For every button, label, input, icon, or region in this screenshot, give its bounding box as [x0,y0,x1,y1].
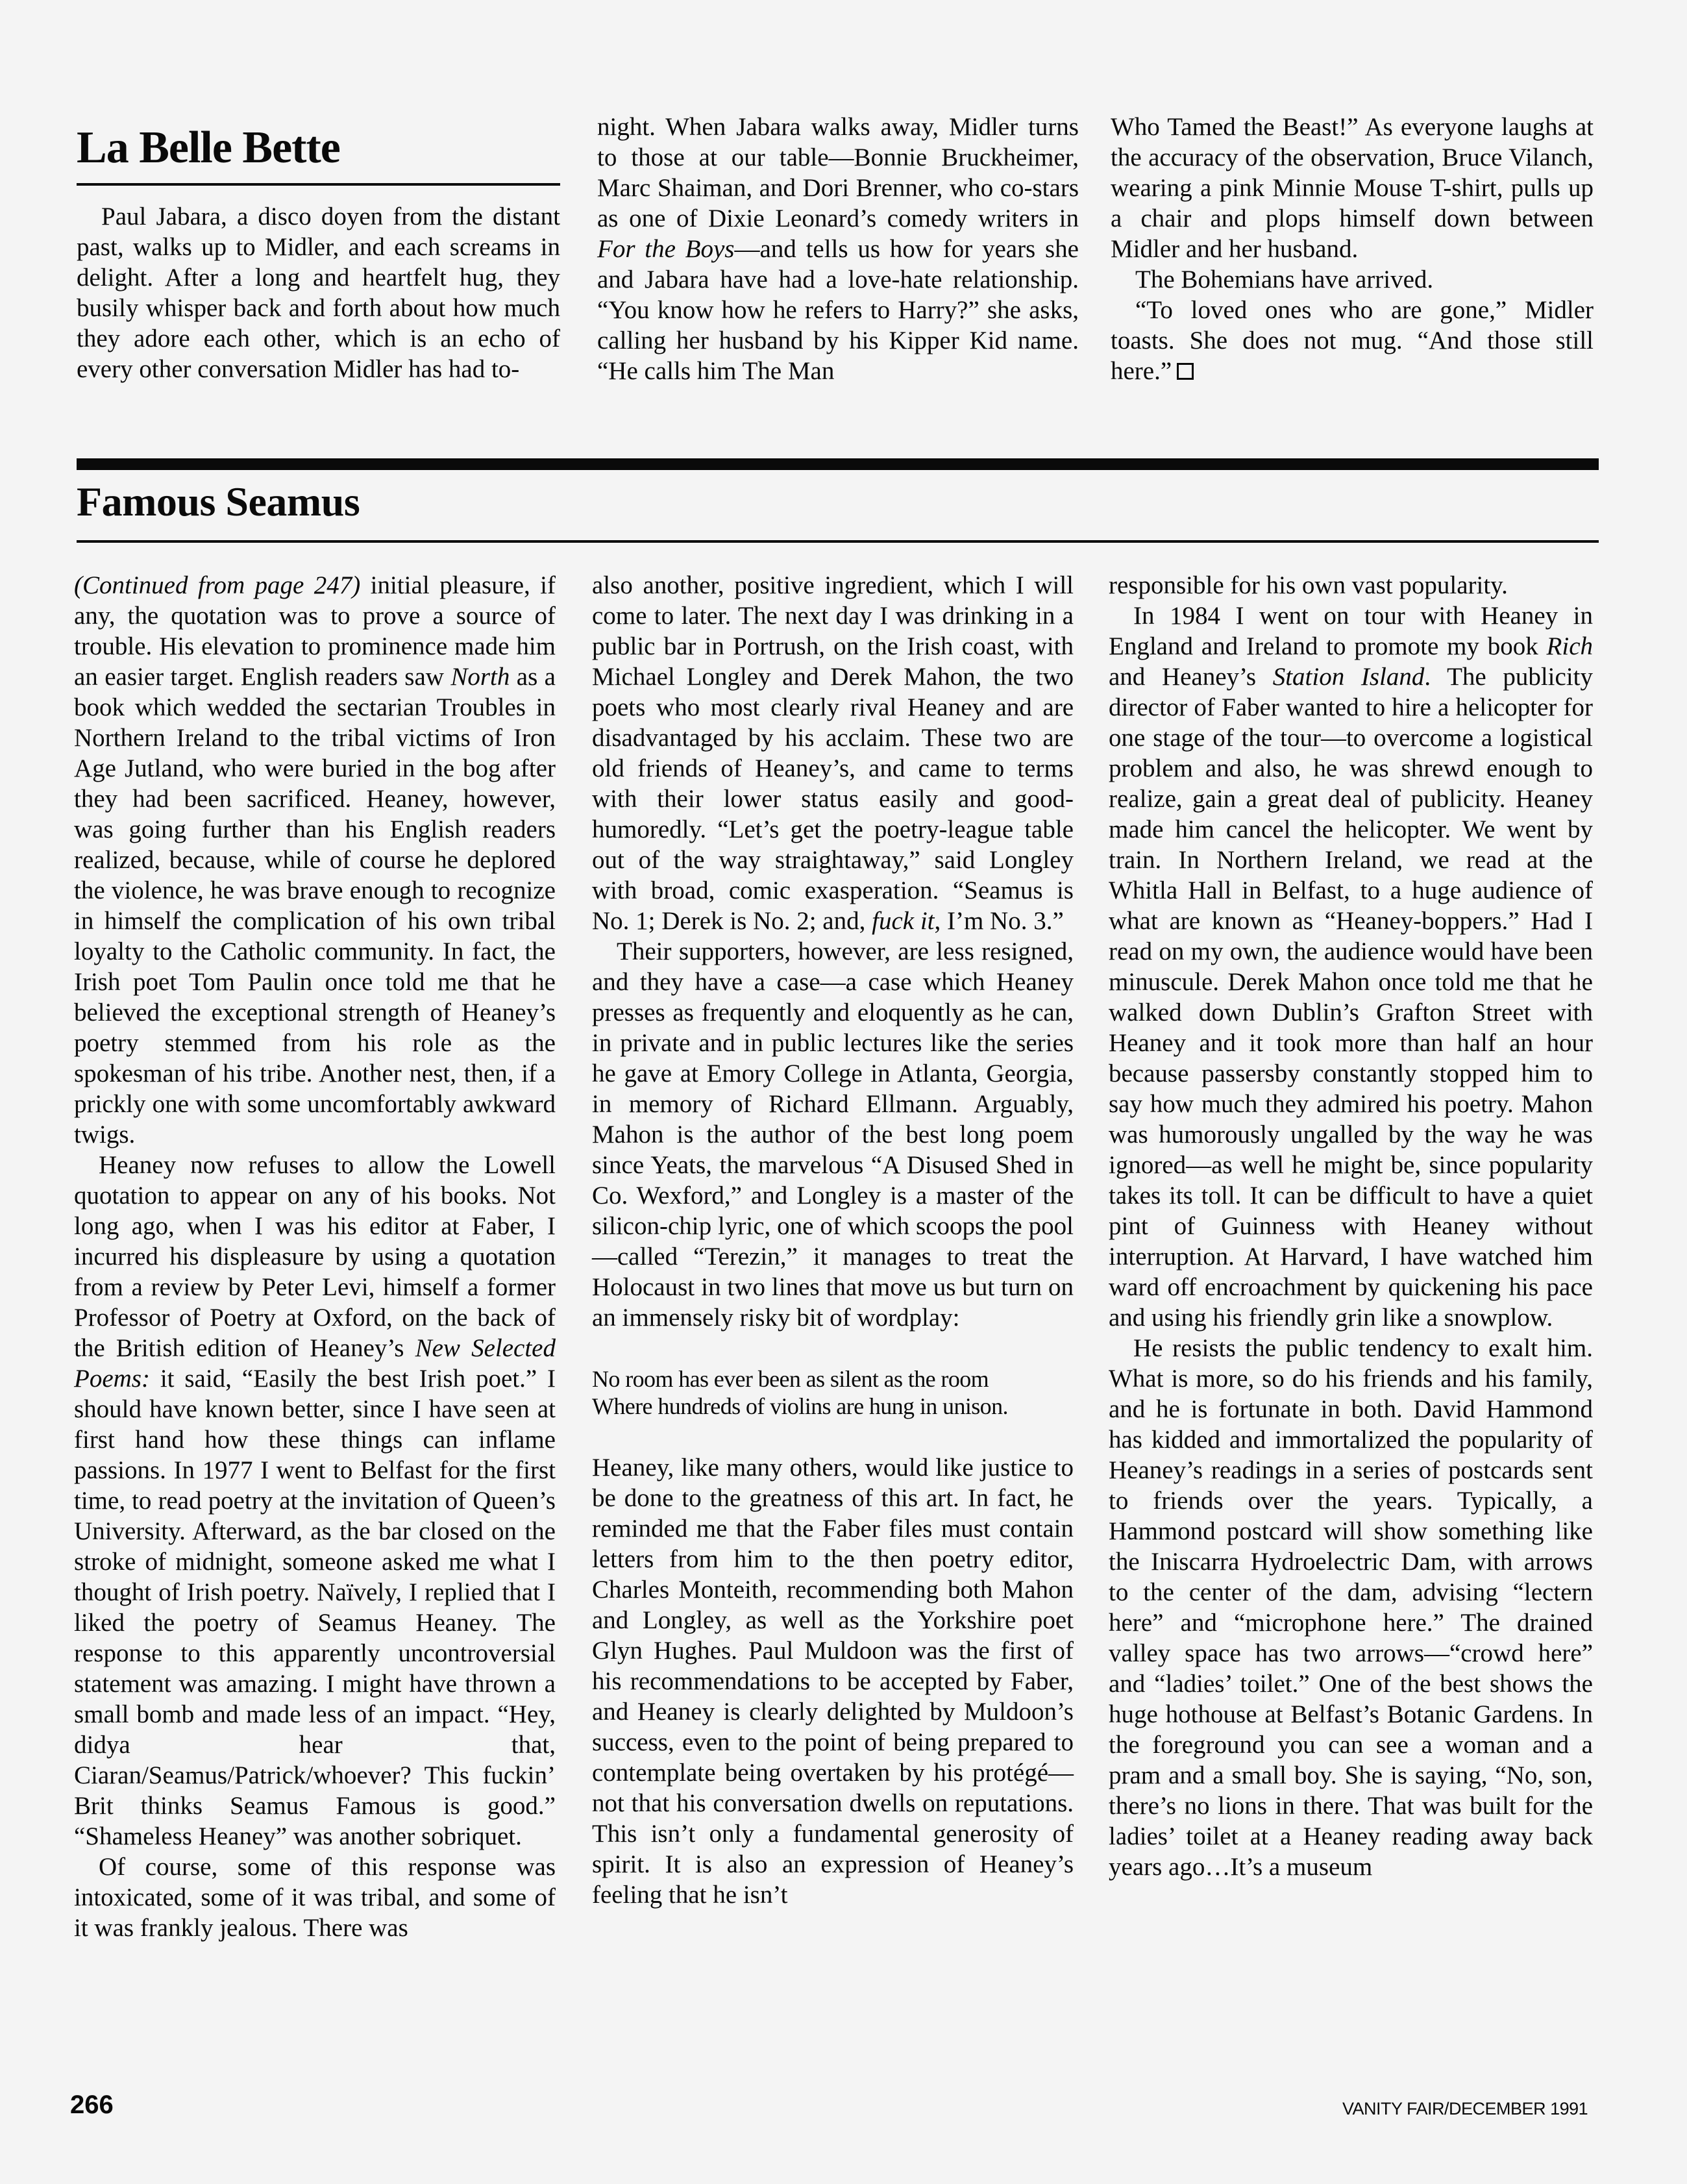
article1-column-3 [1111,112,1594,386]
section-divider [77,458,1599,470]
paragraph: Heaney now refuses to allow the Lowell quotation to appear on any of his books. Not long ago, when I was his editor at Faber, I incurred his displeasure by using a quotation from a review by Peter Levi, himself a former Professor of Poetry at Oxford, on the back of the British edition of Heaney’s New Selected Poems: it said, “Easily the best Irish poet.” I should have known better, since I have seen at first hand how these things can inflame passions. In 1977 I went to Belfast for the first time, to read poetry at the invitation of Queen’s University. Afterward, as the bar closed on the stroke of midnight, someone asked me what I thought of Irish poetry. Naïvely, I replied that I liked the poetry of Seamus Heaney. The response to this apparently uncontroversial statement was amazing. I might have thrown a small bomb and made less of an impact. “Hey, didya hear that, Ciaran/Seamus/Patrick/whoever? This fuckin’ Brit thinks Seamus Famous is good.” “Shameless Heaney” was another sobriquet. [74,1151,556,1850]
paragraph: responsible for his own vast popularity. [1109,571,1508,599]
title-underline [77,540,1599,543]
paragraph: The Bohemians have arrived. [1135,266,1434,293]
paragraph: (Continued from page 247) initial pleasure, if any, the quotation was to prove a source of trouble. His elevation to prominence made him an easier target. English readers saw North as a book which wedded the sectarian Troubles in Northern Ireland to the tribal victims of Iron Age Jutland, who were buried in the bog after they had been sacrificed. Heaney, however, was going further than his English readers realized, because, while of course he deplored the violence, he was brave enough to recognize in himself the complication of his own tribal loyalty to the Catholic community. In fact, the Irish poet Tom Paulin once told me that he believed the exceptional strength of Heaney’s poetry stemmed from his role as the spokesman of his tribe. Another nest, then, if a prickly one with some uncomfortably awkward twigs. [74,571,556,1148]
paragraph: night. When Jabara walks away, Midler turns to those at our table—Bonnie Bruckheimer, Marc Shaiman, and Dori Brenner, who co-stars as one of Dixie Leonard’s comedy writers in For the Boys—and tells us how for years she and Jabara have had a love-hate relationship. “You know how he refers to Harry?” she asks, calling her husband by his Kipper Kid name. “He calls him The Man [597,113,1079,385]
paragraph: In 1984 I went on tour with Heaney in England and Ireland to promote my book Rich and Heaney’s Station Island. The publicity director of Faber wanted to hire a helicopter for one stage of the tour—to overcome a logistical problem and also, he was shrewd enough to realize, gain a great deal of publicity. Heaney made him cancel the helicopter. We went by train. In Northern Ireland, we read at the Whitla Hall in Belfast, to a huge audience of what are known as “Heaney-boppers.” Had I read on my own, the audience would have been minuscule. Derek Mahon once told me that he walked down Dublin’s Grafton Street with Heaney and it took more than half an hour because passersby constantly stopped him to say how much they admired his poetry. Mahon was humorously ungalled by the way he was ignored—as well he might be, since popularity takes its toll. It can be difficult to have a quiet pint of Guinness with Heaney without interruption. At Harvard, I have watched him ward off encroachment by quickening his pace and using his friendly grin like a snowplow. [1109,602,1593,1332]
paragraph: Who Tamed the Beast!” As everyone laughs at the accuracy of the observation, Bruce Vilanch, wearing a pink Minnie Mouse T-shirt, pulls up a chair and plops himself down between Midler and her husband. [1111,113,1594,263]
page-number: 266 [70,2091,114,2119]
title-underline [77,183,560,186]
publication-folio: VANITY FAIR/DECEMBER 1991 [1342,2099,1588,2118]
paragraph: Their supporters, however, are less resigned, and they have a case—a case which Heaney presses as frequently and eloquently as he can, in private and in public lectures like the series he gave at Emory College in Atlanta, Georgia, in memory of Richard Ellmann. Arguably, Mahon is the author of the best long poem since Yeats, the marvelous “A Disused Shed in Co. Wexford,” and Longley is a master of the silicon-chip lyric, one of which scoops the pool—called “Terezin,” it manages to treat the Holocaust in two lines that move us but turn on an immensely risky bit of wordplay: [592,937,1074,1332]
paragraph: He resists the public tendency to exalt him. What is more, so do his friends and his family, and he is fortunate in both. David Hammond has kidded and immortalized the popularity of Heaney’s readings in a series of postcards sent to friends over the years. Typically, a Hammond postcard will show something like the Iniscarra Hydroelectric Dam, with arrows to the center of the dam, advising “lectern here” and “microphone here.” The drained valley space has two arrows—“crowd here” and “ladies’ toilet.” One of the best shows the huge hothouse at Belfast’s Botanic Gardens. In the foreground you can see a woman and a pram and a small boy. She is saying, “No, son, there’s no lions in there. That was built for the ladies’ toilet at a Heaney reading away back years ago…It’s a museum [1109,1334,1593,1881]
article2-column-1 [74,570,556,1943]
article1-column-2 [597,112,1079,386]
continued-from-note: (Continued from page 247) [74,571,361,599]
end-of-article-mark-icon [1177,363,1194,380]
article-title-famous-seamus: Famous Seamus [77,478,360,525]
paragraph: Of course, some of this response was intoxicated, some of it was tribal, and some of it was frankly jealous. There was [74,1853,556,1942]
poem-quote [592,1365,1074,1420]
paragraph: also another, positive ingredient, which I will come to later. The next day I was drinking in a public bar in Portrush, on the Irish coast, with Michael Longley and Derek Mahon, the two poets who most clearly rival Heaney and are disadvantaged by his acclaim. These two are old friends of Heaney’s, and came to terms with their lower status easily and good-humoredly. “Let’s get the poetry-league table out of the way straightaway,” said Longley with broad, comic exasperation. “Seamus is No. 1; Derek is No. 2; and, fuck it, I’m No. 3.” [592,571,1074,935]
article2-column-3 [1109,570,1593,1882]
article2-column-2 [592,570,1074,1910]
article1-column-1 [77,201,560,384]
paragraph: “To loved ones who are gone,” Midler toasts. She does not mug. “And those still here.” [1111,296,1594,385]
paragraph: Paul Jabara, a disco doyen from the distant past, walks up to Midler, and each screams in delight. After a long and heartfelt hug, they busily whisper back and forth about how much they adore each other, which is an echo of every other conversation Midler has had to- [77,203,560,383]
poem-line: No room has ever been as silent as the room [592,1366,989,1392]
paragraph: Heaney, like many others, would like justice to be done to the greatness of this art. In fact, he reminded me that the Faber files must contain letters from him to the then poetry editor, Charles Monteith, recommending both Mahon and Longley, as well as the Yorkshire poet Glyn Hughes. Paul Muldoon was the first of his recommendations to be accepted by Faber, and Heaney is clearly delighted by Muldoon’s success, even to the point of being prepared to contemplate being overtaken by his protégé—not that his conversation dwells on reputations. This isn’t only a fundamental generosity of spirit. It is also an expression of Heaney’s feeling that he isn’t [592,1454,1074,1909]
article-title-la-belle-bette: La Belle Bette [77,123,340,173]
poem-line: Where hundreds of violins are hung in unison. [592,1393,1008,1419]
